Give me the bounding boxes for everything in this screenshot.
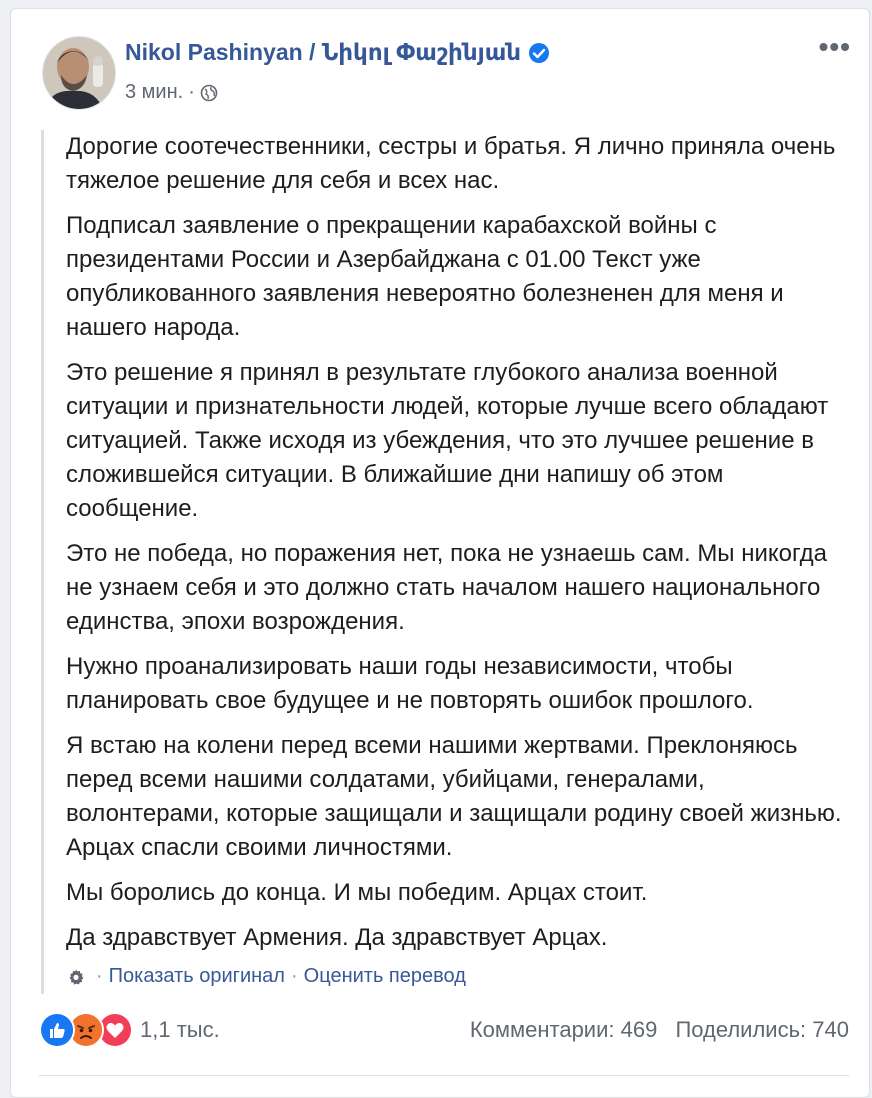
translation-separator: · [290,965,298,987]
author-name[interactable] [125,39,550,66]
post-paragraph: Я встаю на колени перед всеми нашими жертвами. Преклоняюсь перед всеми нашими солдатами, убийцами, генералами, волонтерами, которые защищали и защищали родину своей жизнью. Арцах спасли своими личностями. [66,732,842,861]
translation-separator: · [96,965,103,987]
avatar-image [43,37,115,109]
post-card [10,8,870,1098]
post-timestamp[interactable]: 3 мин. [125,81,184,103]
like-reaction-icon[interactable] [39,1012,75,1048]
reactions-summary[interactable] [39,1012,220,1048]
footer-divider [39,1075,849,1076]
reactions-count[interactable]: 1,1 тыс. [140,1017,220,1042]
post-paragraph: Мы боролись до конца. И мы победим. Арцах стоит. [66,879,648,906]
author-avatar[interactable] [42,36,116,110]
verified-badge-icon [528,42,550,64]
globe-icon[interactable] [200,84,218,102]
post-paragraph: Это решение я принял в результате глубокого анализа военной ситуации и признательности людей, которые лучше всего обладают ситуацией. Также исходя из убеждения, что это лучшее решение в сложившейся ситуации. В ближайшие дни напишу об этом сообщение. [66,359,829,522]
translation-bar [66,965,466,988]
shares-count[interactable]: Поделились: 740 [675,1017,849,1042]
post-paragraph: Дорогие соотечественники, сестры и братья. Я лично приняла очень тяжелое решение для себя и всех нас. [66,133,836,194]
post-paragraph: Подписал заявление о прекращении карабахской войны с президентами России и Азербайджана с 01.00 Текст уже опубликованного заявления невероятно болезненен для меня и нашего народа. [66,212,784,341]
more-options-icon[interactable]: ••• [818,31,851,62]
post-stats [470,1017,849,1043]
post-meta [125,81,218,104]
rate-translation-link[interactable]: Оценить перевод [303,965,466,987]
post-text [66,130,856,966]
post-paragraph: Да здравствует Армения. Да здравствует Арцах. [66,924,608,951]
meta-separator: · [188,81,195,103]
author-name-text[interactable]: Nikol Pashinyan / Նիկոլ Փաշինյան [125,39,522,65]
translated-post-body [41,130,854,994]
post-paragraph: Это не победа, но поражения нет, пока не узнаешь сам. Мы никогда не узнаем себя и это должно стать началом нашего национального единства, эпохи возрождения. [66,540,828,635]
gear-icon[interactable] [66,967,86,987]
show-original-link[interactable]: Показать оригинал [108,965,285,987]
post-paragraph: Нужно проанализировать наши годы независимости, чтобы планировать свое будущее и не повторять ошибок прошлого. [66,653,754,714]
comments-count[interactable]: Комментарии: 469 [469,1017,658,1042]
